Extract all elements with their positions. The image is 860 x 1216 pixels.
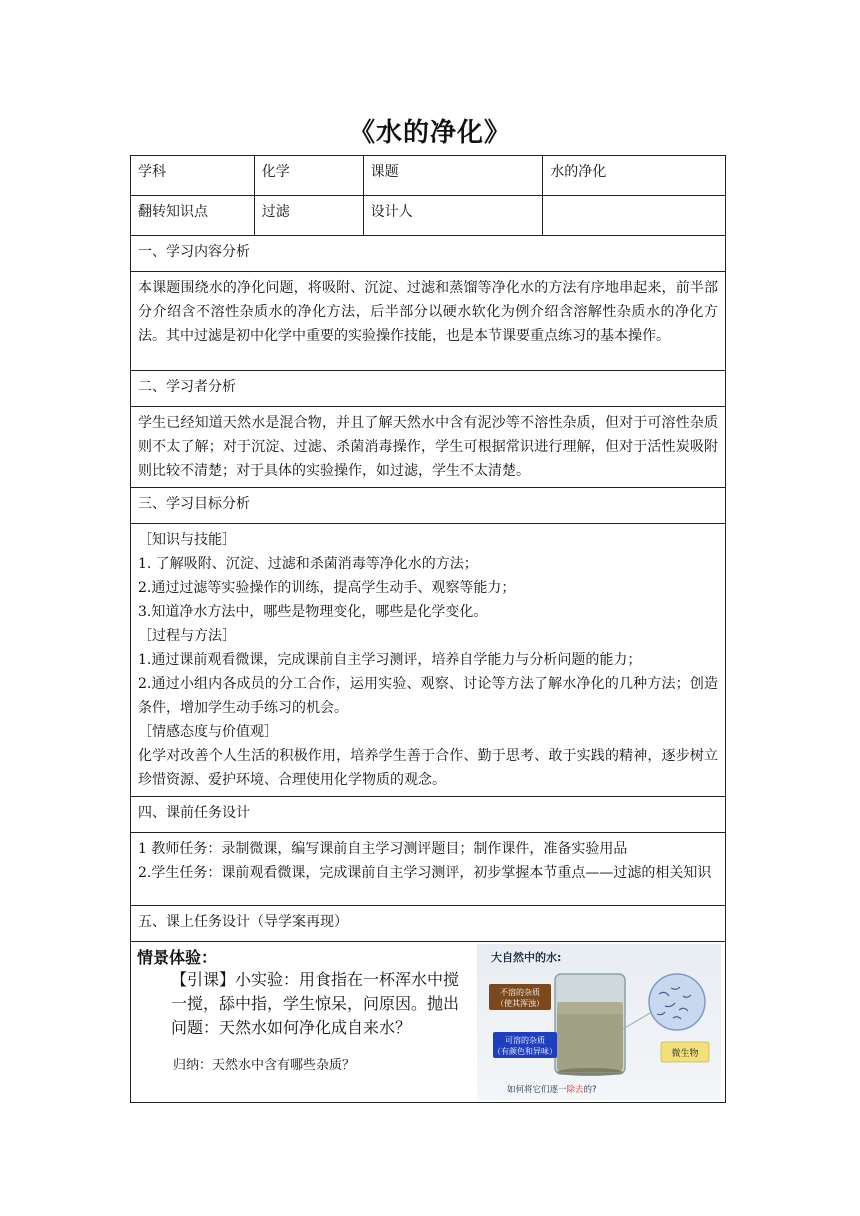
designer-label: 设计人 bbox=[363, 196, 543, 236]
section-3-title: 三、学习目标分析 bbox=[131, 488, 726, 524]
section-5-body bbox=[131, 942, 726, 1103]
topic-label: 课题 bbox=[363, 156, 543, 196]
subject-value: 化学 bbox=[254, 156, 363, 196]
objective-heading: ［知识与技能］ bbox=[138, 532, 236, 548]
section-5-title: 五、课上任务设计（导学案再现） bbox=[131, 906, 726, 942]
info-row-2 bbox=[131, 196, 726, 236]
task-line: 1 教师任务：录制微课，编写课前自主学习测评题目；制作课件，准备实验用品 bbox=[138, 841, 628, 857]
info-row-1 bbox=[131, 156, 726, 196]
objective-line: 2.通过小组内各成员的分工合作，运用实验、观察、讨论等方法了解水净化的几种方法；创造条件，增加学生动手练习的机会。 bbox=[138, 676, 718, 716]
section-2-title: 二、学习者分析 bbox=[131, 371, 726, 407]
experience-heading: 情景体验： bbox=[137, 948, 218, 967]
section-3-body bbox=[131, 524, 726, 797]
natural-water-figure bbox=[477, 944, 721, 1100]
magnifier-icon bbox=[649, 974, 705, 1030]
objective-line: 3.知道净水方法中，哪些是物理变化，哪些是化学变化。 bbox=[138, 604, 488, 620]
beaker-illustration bbox=[477, 944, 721, 1100]
section-2-body bbox=[131, 407, 726, 488]
experience-summary: 归纳：天然水中含有哪些杂质？ bbox=[173, 1058, 356, 1073]
figure-question: 如何将它们逐一除去的? bbox=[507, 1085, 597, 1095]
point-label: 翻转知识点 bbox=[131, 196, 255, 236]
section-1-body bbox=[131, 272, 726, 371]
section-1-text: 本课题围绕水的净化问题，将吸附、沉淀、过滤和蒸馏等净化水的方法有序地串起来，前半部分介绍含不溶性杂质水的净化方法，后半部分以硬水软化为例介绍含溶解性杂质水的净化方法。其中过滤是初中化学中重要的实验操作技能，也是本节课要重点练习的基本操作。 bbox=[138, 280, 718, 344]
objective-line: 2.通过过滤等实验操作的训练，提高学生动手、观察等能力； bbox=[138, 580, 516, 596]
topic-value: 水的净化 bbox=[543, 156, 726, 196]
figure-title: 大自然中的水: bbox=[491, 951, 562, 964]
experience-intro: 【引课】小实验：用食指在一杯浑水中搅一搅，舔中指，学生惊呆，问原因。抛出问题：天然水如何净化成自来水？ bbox=[171, 970, 460, 1037]
section-4-body bbox=[131, 833, 726, 906]
page-title: 《水的净化》 bbox=[348, 118, 511, 148]
objective-heading: ［过程与方法］ bbox=[138, 628, 236, 644]
soluble-note: （有颜色和异味） bbox=[493, 1047, 557, 1056]
section-4-title: 四、课前任务设计 bbox=[131, 797, 726, 833]
experience-text bbox=[131, 942, 471, 1102]
objective-line: 1. 了解吸附、沉淀、过滤和杀菌消毒等净化水的方法； bbox=[138, 556, 478, 572]
point-value: 过滤 bbox=[254, 196, 363, 236]
objective-line: 化学对改善个人生活的积极作用，培养学生善于合作、勤于思考、敢于实践的精神，逐步树立珍惜资源、爱护环境、合理使用化学物质的观念。 bbox=[138, 748, 718, 788]
designer-value bbox=[543, 196, 726, 236]
task-line: 2.学生任务：课前观看微课，完成课前自主学习测评，初步掌握本节重点——过滤的相关知识 bbox=[138, 865, 712, 881]
section-1-title: 一、学习内容分析 bbox=[131, 236, 726, 272]
soluble-label: 可溶的杂质 bbox=[505, 1036, 545, 1045]
subject-label: 学科 bbox=[131, 156, 255, 196]
insoluble-label: 不溶的杂质 bbox=[500, 988, 540, 997]
objective-line: 1.通过课前观看微课，完成课前自主学习测评，培养自学能力与分析问题的能力； bbox=[138, 652, 642, 668]
insoluble-note: （使其浑浊） bbox=[496, 999, 544, 1008]
lesson-plan-table bbox=[130, 155, 726, 1103]
section-2-text: 学生已经知道天然水是混合物，并且了解天然水中含有泥沙等不溶性杂质，但对于可溶性杂质则不太了解；对于沉淀、过滤、杀菌消毒操作，学生可根据常识进行理解，但对于活性炭吸附则比较不清楚；对于具体的实验操作，如过滤，学生不太清楚。 bbox=[138, 415, 718, 479]
microbe-label: 微生物 bbox=[671, 1049, 699, 1059]
objective-heading: ［情感态度与价值观］ bbox=[138, 724, 278, 740]
